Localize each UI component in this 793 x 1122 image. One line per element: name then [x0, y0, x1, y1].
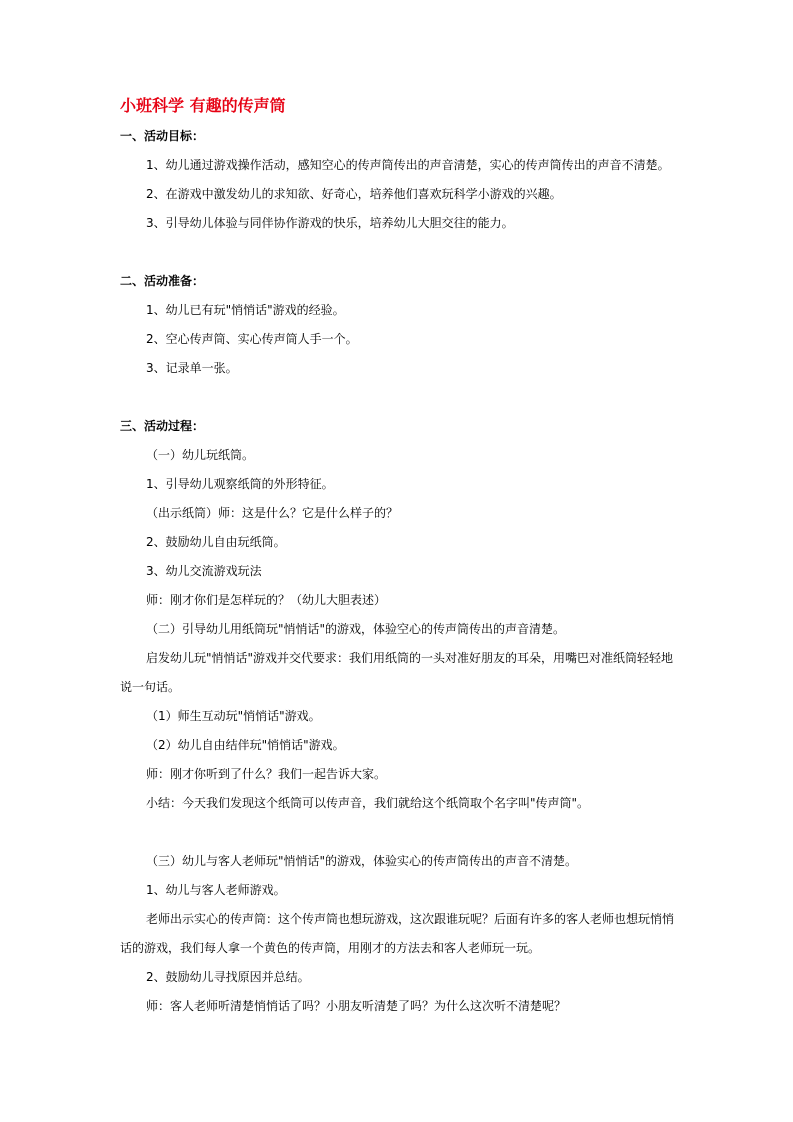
process-line: 师：刚才你们是怎样玩的？（幼儿大胆表述） [146, 593, 387, 607]
process-line: （出示纸筒）师：这是什么？它是什么样子的？ [146, 506, 399, 520]
process-line: 3、幼儿交流游戏玩法 [146, 564, 262, 578]
process-line: 2、鼓励幼儿寻找原因并总结。 [146, 970, 310, 984]
process-line: 师：刚才你听到了什么？我们一起告诉大家。 [146, 767, 387, 781]
spacer [120, 383, 680, 412]
process-line: 师：客人老师听清楚悄悄话了吗？小朋友听清楚了吗？为什么这次听不清楚呢？ [146, 999, 567, 1013]
process-line: 2、鼓励幼儿自由玩纸筒。 [146, 535, 286, 549]
process-line: （一）幼儿玩纸筒。 [146, 448, 255, 462]
goal-item: 2、在游戏中激发幼儿的求知欲、好奇心，培养他们喜欢玩科学小游戏的兴趣。 [146, 187, 562, 201]
process-line: 小结：今天我们发现这个纸筒可以传声音，我们就给这个纸筒取个名字叫"传声筒"。 [146, 796, 590, 810]
page-title: 小班科学 有趣的传声筒 [120, 96, 286, 115]
document-body [120, 95, 680, 1021]
process-line: 1、幼儿与客人老师游戏。 [146, 883, 286, 897]
spacer [120, 238, 680, 267]
prep-item: 2、空心传声筒、实心传声筒人手一个。 [146, 332, 358, 346]
goal-item: 3、引导幼儿体验与同伴协作游戏的快乐，培养幼儿大胆交往的能力。 [146, 216, 514, 230]
process-line: （2）幼儿自由结伴玩"悄悄话"游戏。 [146, 738, 345, 752]
process-paragraph: 启发幼儿玩"悄悄话"游戏并交代要求：我们用纸筒的一头对准好朋友的耳朵，用嘴巴对准纸筒轻轻地说一句话。 [120, 651, 674, 694]
process-paragraph: 老师出示实心的传声筒：这个传声筒也想玩游戏，这次跟谁玩呢？后面有许多的客人老师也想玩悄悄话的游戏，我们每人拿一个黄色的传声筒，用刚才的方法去和客人老师玩一玩。 [120, 912, 675, 955]
section-heading-process: 三、活动过程： [120, 419, 205, 433]
prep-item: 3、记录单一张。 [146, 361, 238, 375]
process-line: （三）幼儿与客人老师玩"悄悄话"的游戏，体验实心的传声筒传出的声音不清楚。 [146, 854, 578, 868]
prep-item: 1、幼儿已有玩"悄悄话"游戏的经验。 [146, 303, 345, 317]
section-heading-goals: 一、活动目标： [120, 129, 205, 143]
process-line: （二）引导幼儿用纸筒玩"悄悄话"的游戏，体验空心的传声筒传出的声音清楚。 [146, 622, 566, 636]
spacer [120, 818, 680, 847]
process-line: 1、引导幼儿观察纸筒的外形特征。 [146, 477, 334, 491]
goal-item: 1、幼儿通过游戏操作活动，感知空心的传声筒传出的声音清楚，实心的传声筒传出的声音不清楚。 [146, 158, 670, 172]
process-line: （1）师生互动玩"悄悄话"游戏。 [146, 709, 321, 723]
section-heading-prep: 二、活动准备： [120, 274, 205, 288]
